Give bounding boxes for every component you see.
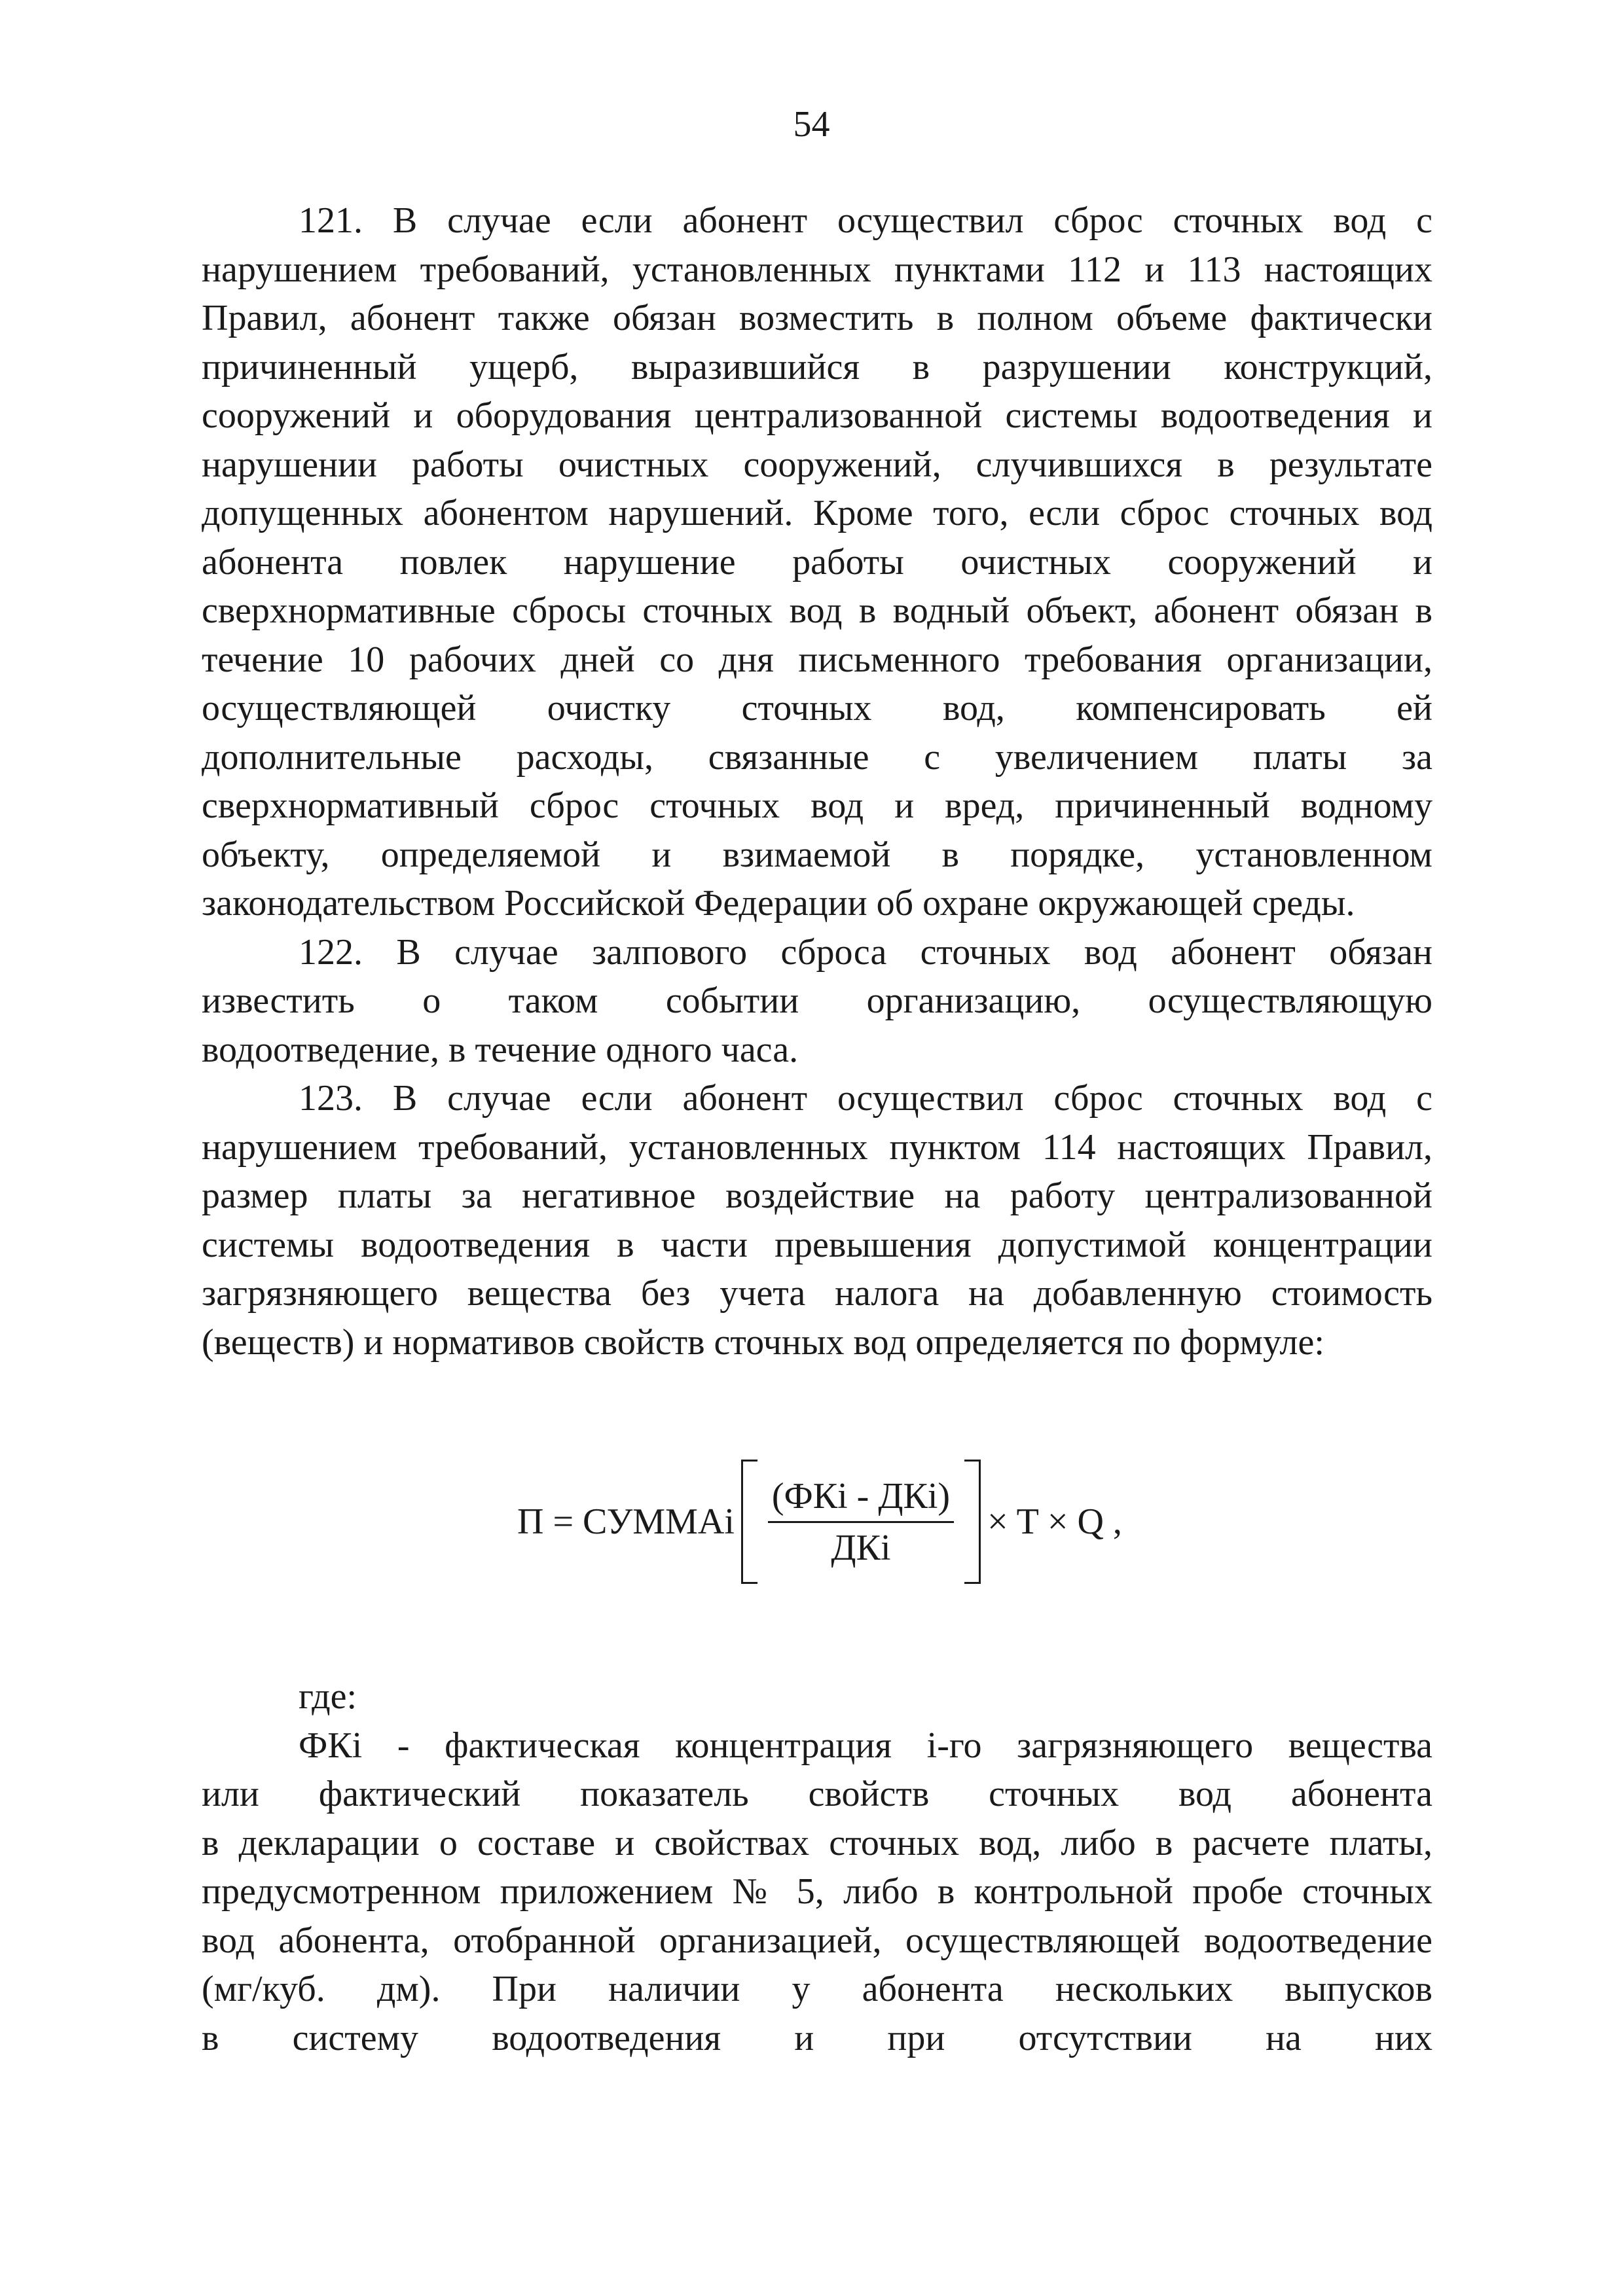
formula-rhs: × T × Q ,	[987, 1501, 1122, 1542]
text-line: абонента повлек нарушение работы очистных сооружений и	[202, 541, 1432, 583]
text-line: в систему водоотведения и при отсутствии на них	[202, 2017, 1432, 2058]
text-line: водоотведение, в течение одного часа.	[202, 1029, 799, 1070]
payment-formula	[517, 1460, 1122, 1584]
formula-denominator: ДКi	[831, 1527, 891, 1568]
text-line: или фактический показатель свойств сточных вод абонента	[202, 1774, 1432, 1814]
text-line: ФКi - фактическая концентрация i-го загрязняющего вещества	[299, 1725, 1432, 1766]
text-line: Правил, абонент также обязан возместить в полном объеме фактически	[202, 298, 1432, 338]
text-line: в декларации о составе и свойствах сточных вод, либо в расчете платы,	[202, 1822, 1432, 1863]
text-line: нарушении работы очистных сооружений, случившихся в результате	[202, 444, 1432, 485]
text-line: осуществляющей очистку сточных вод, компенсировать ей	[202, 688, 1432, 728]
text-line: нарушением требований, установленных пунктами 112 и 113 настоящих	[202, 249, 1432, 290]
text-line: загрязняющего вещества без учета налога на добавленную стоимость	[202, 1273, 1432, 1314]
text-line: законодательством Российской Федерации об охране окружающей среды.	[202, 883, 1355, 924]
text-line: дополнительные расходы, связанные с увеличением платы за	[202, 736, 1432, 778]
where-section	[202, 1672, 1432, 2062]
paragraph-121	[202, 196, 1432, 1367]
text-line: (мг/куб. дм). При наличии у абонента нескольких выпусков	[202, 1969, 1432, 2009]
text-line: вод абонента, отобранной организацией, осуществляющей водоотведение	[202, 1920, 1432, 1961]
text-line: 121. В случае если абонент осуществил сброс сточных вод с	[299, 200, 1432, 241]
formula-numerator: (ФКi - ДКi)	[771, 1475, 951, 1516]
text-line: предусмотренном приложением № 5, либо в контрольной пробе сточных	[202, 1871, 1432, 1912]
text-line: 123. В случае если абонент осуществил сброс сточных вод с	[299, 1078, 1432, 1119]
text-line: (веществ) и нормативов свойств сточных вод определяется по формуле:	[202, 1321, 1324, 1363]
text-line: сверхнормативные сбросы сточных вод в водный объект, абонент обязан в	[202, 590, 1432, 631]
left-bracket	[741, 1460, 757, 1584]
text-line: размер платы за негативное воздействие на работу централизованной	[202, 1175, 1432, 1216]
page-number: 54	[793, 104, 830, 145]
text-line: причиненный ущерб, выразившийся в разрушении конструкций,	[202, 346, 1432, 387]
formula-fraction	[761, 1475, 960, 1569]
right-bracket	[964, 1460, 981, 1584]
text-line: допущенных абонентом нарушений. Кроме того, если сброс сточных вод	[202, 493, 1432, 533]
where-label: где:	[299, 1676, 357, 1717]
text-line: объекту, определяемой и взимаемой в порядке, установленном	[202, 834, 1432, 875]
text-line: сооружений и оборудования централизованной системы водоотведения и	[202, 395, 1432, 436]
text-line: сверхнормативный сброс сточных вод и вред, причиненный водному	[202, 785, 1432, 826]
formula-lhs: П = СУММАi	[517, 1501, 735, 1542]
text-line: нарушением требований, установленных пунктом 114 настоящих Правил,	[202, 1126, 1432, 1168]
text-line: системы водоотведения в части превышения допустимой концентрации	[202, 1224, 1432, 1265]
text-line: 122. В случае залпового сброса сточных вод абонент обязан	[299, 931, 1432, 973]
text-line: известить о таком событии организацию, осуществляющую	[202, 980, 1432, 1021]
text-line: течение 10 рабочих дней со дня письменного требования организации,	[202, 639, 1432, 680]
